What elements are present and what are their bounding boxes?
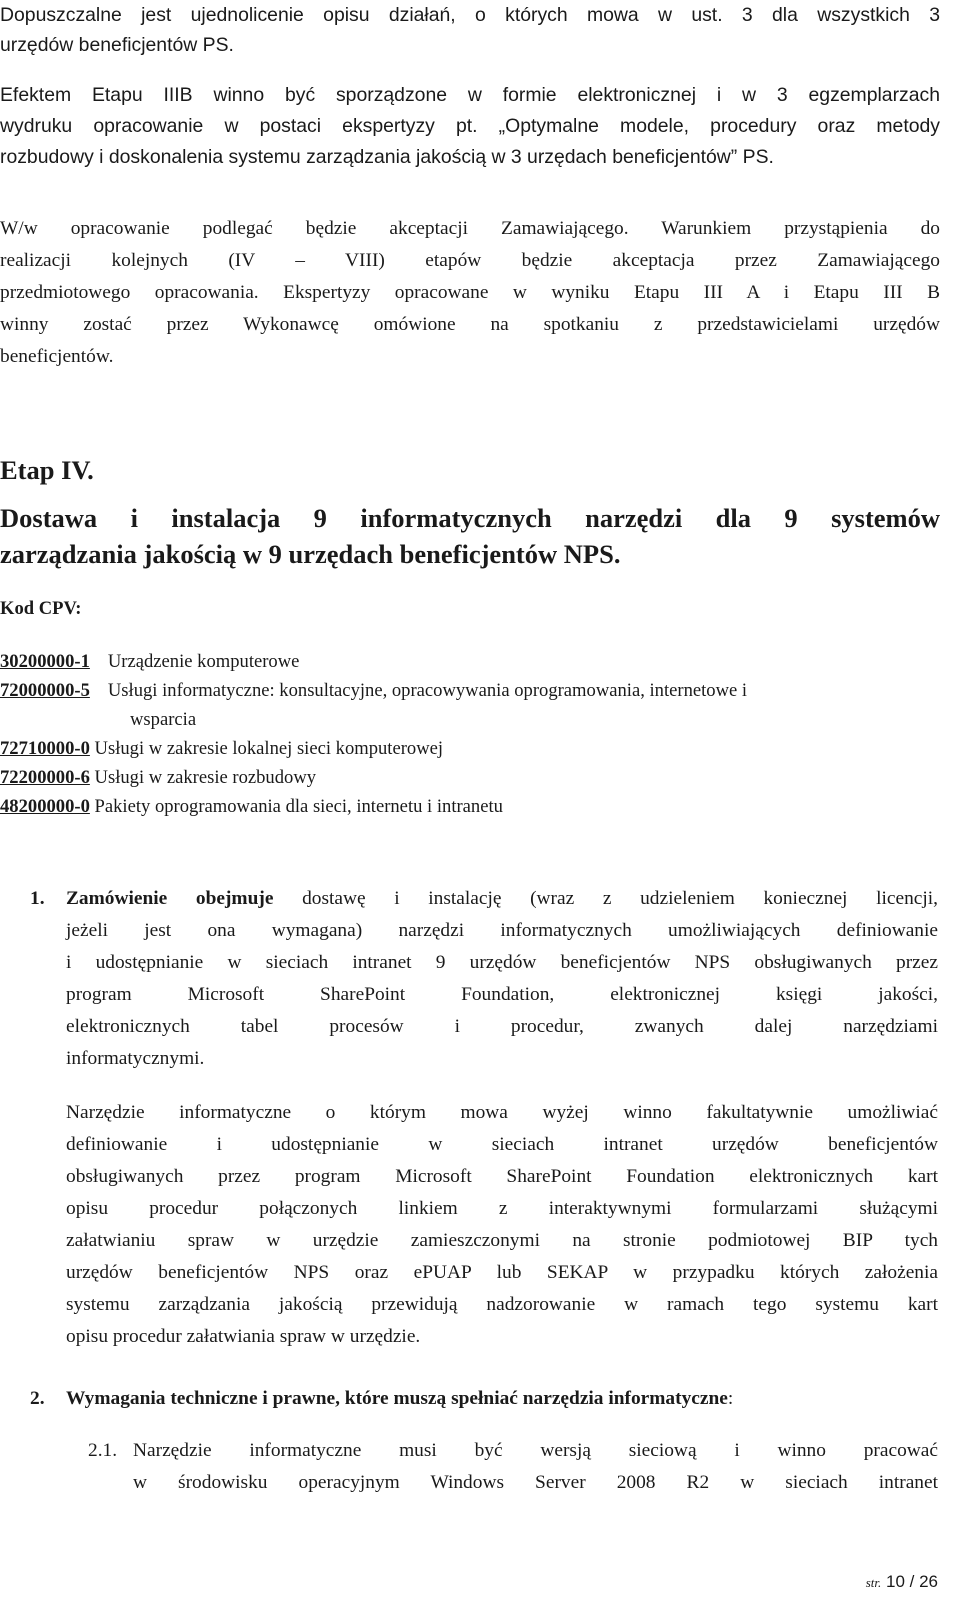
text-line: definiowanie i udostępnianie w sieciach intranet urzędów beneficjentów [66, 1134, 938, 1155]
text-line: urzędów beneficjentów NPS oraz ePUAP lub SEKAP w przypadku których założenia [66, 1262, 938, 1283]
text-line: Dopuszczalne jest ujednolicenie opisu działań, o których mowa w ust. 3 dla wszystkich 3 [0, 4, 940, 26]
text-line: informatycznymi. [66, 1048, 205, 1069]
text-line: systemu zarządzania jakością przewidują nadzorowanie w ramach tego systemu kart [66, 1294, 938, 1315]
cpv-desc: Usługi w zakresie lokalnej sieci komputerowej [94, 738, 444, 759]
cpv-code: 72000000-5 [0, 680, 90, 701]
text-line: realizacji kolejnych (IV – VIII) etapów będzie akceptacja przez Zamawiającego [0, 250, 940, 271]
cpv-desc: Urządzenie komputerowe [107, 651, 300, 672]
intro-paragraph [0, 0, 940, 60]
text-line: opisu procedur załatwiania spraw w urzędzie. [66, 1326, 421, 1347]
section-lead-rest: dostawę i instalację (wraz z udzieleniem koniecznej licencji, [273, 888, 938, 909]
cpv-label: Kod CPV: [0, 598, 82, 619]
cpv-code: 72710000-0 [0, 738, 90, 759]
text-line: Narzędzie informatyczne musi być wersją sieciową i winno pracować [133, 1440, 938, 1461]
text-line: beneficjentów. [0, 346, 114, 367]
cpv-list [0, 648, 940, 838]
section-2 [0, 1384, 940, 1416]
text-line: jeżeli jest ona wymagana) narzędzi informatycznych umożliwiających definiowanie [66, 920, 938, 941]
page-prefix: str. [865, 1575, 882, 1590]
page-footer [866, 1572, 938, 1592]
text-line: Narzędzie informatyczne o którym mowa wyżej winno fakultatywnie umożliwiać [66, 1102, 938, 1123]
text-line: Efektem Etapu IIIB winno być sporządzone w formie elektronicznej i w 3 egzemplarzach [0, 84, 940, 106]
section-lead: Zamówienie obejmuje [66, 888, 274, 909]
text-line: i udostępnianie w sieciach intranet 9 urzędów beneficjentów NPS obsługiwanych przez [66, 952, 938, 973]
text-line: wydruku opracowanie w postaci ekspertyzy pt. „Optymalne modele, procedury oraz metody [0, 115, 940, 137]
title-line: Dostawa i instalacja 9 informatycznych narzędzi dla 9 systemów [0, 503, 940, 533]
text-line: załatwianiu spraw w urzędzie zamieszczonymi na stronie podmiotowej BIP tych [66, 1230, 938, 1251]
section-2-1 [0, 1436, 940, 1506]
cpv-code: 72200000-6 [0, 767, 90, 788]
text-line: przedmiotowego opracowania. Ekspertyzy opracowane w wyniku Etapu III A i Etapu III B [0, 282, 940, 303]
section-number: 2.1. [88, 1440, 118, 1461]
text-line [66, 884, 938, 914]
cpv-item [0, 677, 748, 705]
text-line: elektronicznych tabel procesów i procedur, zwanych dalej narzędziami [66, 1016, 938, 1037]
section-1-paragraph-2 [66, 1098, 938, 1358]
page-number: 10 / 26 [886, 1572, 938, 1591]
cpv-item [0, 648, 700, 676]
text-line: obsługiwanych przez program Microsoft SharePoint Foundation elektronicznych kart [66, 1166, 938, 1187]
cpv-item-continuation: wsparcia [130, 709, 197, 730]
cpv-item [0, 793, 700, 821]
text-line: urzędów beneficjentów PS. [0, 34, 234, 56]
text-line: W/w opracowanie podlegać będzie akceptacji Zamawiającego. Warunkiem przystąpienia do [0, 218, 940, 239]
section-title [66, 1384, 938, 1414]
stage-title [0, 500, 940, 580]
section-title-suffix: : [727, 1388, 734, 1409]
section-1 [0, 884, 940, 1104]
title-line: zarządzania jakością w 9 urzędach beneficjentów NPS. [0, 539, 621, 569]
acceptance-paragraph [0, 214, 940, 374]
text-line: rozbudowy i doskonalenia systemu zarządzania jakością w 3 urzędach beneficjentów” PS. [0, 146, 774, 168]
section-number: 2. [30, 1388, 45, 1409]
stage-heading: Etap IV. [0, 455, 94, 485]
cpv-desc: Usługi w zakresie rozbudowy [94, 767, 317, 788]
section-number: 1. [30, 888, 45, 909]
cpv-desc: Pakiety oprogramowania dla sieci, internetu i intranetu [94, 796, 503, 817]
cpv-code: 30200000-1 [0, 651, 90, 672]
cpv-item [0, 735, 700, 763]
text-line: w środowisku operacyjnym Windows Server 2008 R2 w sieciach intranet [133, 1472, 938, 1493]
section-title-text: Wymagania techniczne i prawne, które muszą spełniać narzędzia informatyczne [66, 1388, 728, 1409]
cpv-desc: Usługi informatyczne: konsultacyjne, opracowywania oprogramowania, internetowe i [107, 680, 748, 701]
effect-paragraph [0, 80, 940, 175]
text-line: opisu procedur połączonych linkiem z interaktywnymi formularzami służącymi [66, 1198, 938, 1219]
cpv-item [0, 764, 700, 792]
text-line: winny zostać przez Wykonawcę omówione na spotkaniu z przedstawicielami urzędów [0, 314, 940, 335]
text-line: program Microsoft SharePoint Foundation, elektronicznej księgi jakości, [66, 984, 938, 1005]
cpv-code: 48200000-0 [0, 796, 90, 817]
